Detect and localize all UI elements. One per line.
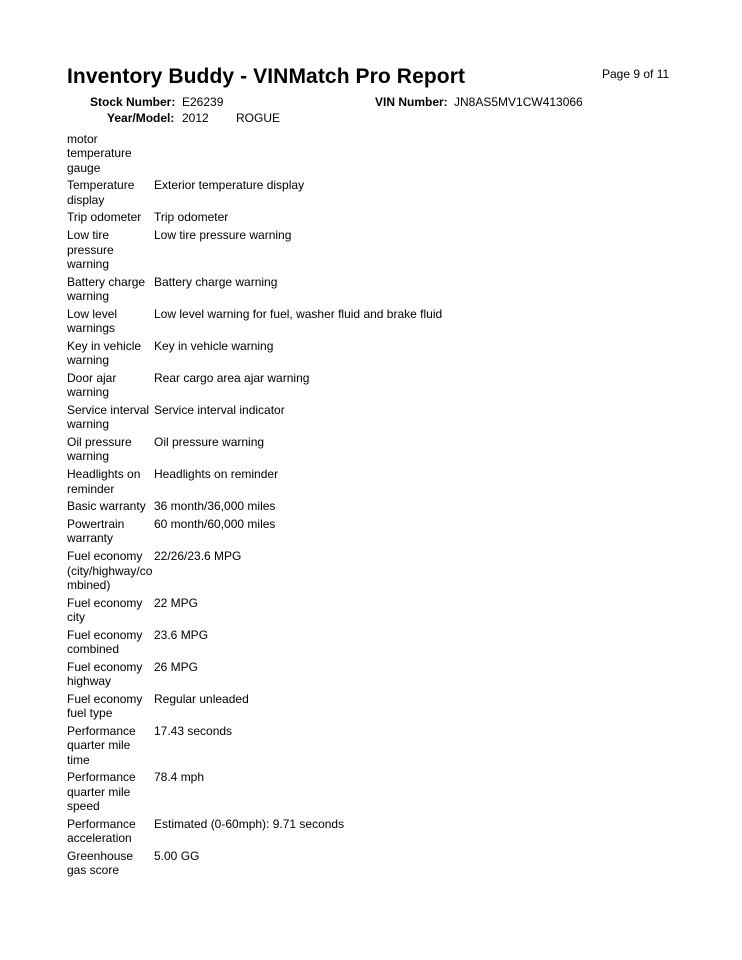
spec-name: Headlights on reminder (67, 467, 141, 496)
spec-row (67, 817, 707, 846)
spec-name: Door ajar warning (67, 370, 117, 400)
vin-number-label: VIN Number: (375, 95, 448, 109)
spec-row (67, 371, 707, 400)
vin-number-value: JN8AS5MV1CW413066 (454, 95, 583, 109)
spec-name: Oil pressure warning (67, 435, 132, 464)
spec-value: 5.00 GG (154, 848, 200, 863)
spec-name: Low tire pressure warning (67, 228, 114, 271)
spec-value: 23.6 MPG (154, 627, 209, 642)
spec-row (67, 403, 707, 432)
spec-value: 78.4 mph (154, 770, 205, 785)
spec-row (67, 549, 707, 592)
spec-value: 22/26/23.6 MPG (154, 549, 242, 564)
spec-row (67, 628, 707, 657)
spec-value: 26 MPG (154, 659, 199, 674)
spec-row (67, 724, 707, 767)
spec-value: Exterior temperature display (154, 178, 305, 193)
spec-row (67, 435, 707, 464)
spec-name: Powertrain warranty (67, 517, 125, 546)
spec-value: Rear cargo area ajar warning (154, 370, 310, 385)
spec-value: 17.43 seconds (154, 723, 233, 738)
spec-row (67, 210, 707, 224)
spec-value: Oil pressure warning (154, 435, 265, 450)
spec-name: Fuel economy highway (67, 659, 143, 689)
spec-row (67, 660, 707, 689)
spec-row (67, 517, 707, 546)
spec-value: Low level warning for fuel, washer fluid and brake fluid (154, 306, 443, 321)
spec-value: 22 MPG (154, 595, 199, 610)
spec-value: Trip odometer (154, 210, 229, 225)
spec-name: Fuel economy city (67, 595, 143, 624)
report-title: Inventory Buddy - VINMatch Pro Report (67, 65, 466, 88)
spec-value: Battery charge warning (154, 274, 278, 289)
spec-row (67, 770, 707, 813)
year-value: 2012 (182, 111, 209, 125)
page-number: Page 9 of 11 (602, 67, 670, 81)
spec-row (67, 178, 707, 207)
spec-row (67, 275, 707, 304)
spec-value: 36 month/36,000 miles (154, 499, 276, 514)
spec-name: Basic warranty (67, 499, 146, 514)
spec-row (67, 467, 707, 496)
spec-value: Estimated (0-60mph): 9.71 seconds (154, 816, 345, 831)
model-value: ROGUE (236, 111, 281, 125)
spec-name: Performance quarter mile time (67, 723, 136, 767)
spec-row (67, 596, 707, 625)
spec-name: Greenhouse gas score (67, 848, 134, 878)
year-model-label: Year/Model: (107, 111, 175, 125)
spec-name: Performance acceleration (67, 816, 136, 846)
spec-name: Fuel economy fuel type (67, 691, 143, 721)
spec-row (67, 692, 707, 721)
spec-name: Temperature display (67, 178, 135, 207)
spec-value: Low tire pressure warning (154, 228, 292, 243)
spec-name: motor temperature gauge (67, 132, 132, 175)
spec-name: Low level warnings (67, 306, 118, 336)
spec-name: Battery charge warning (67, 274, 146, 303)
spec-name: Trip odometer (67, 210, 142, 225)
spec-row (67, 132, 707, 175)
spec-row (67, 339, 707, 368)
spec-value: Key in vehicle warning (154, 338, 274, 353)
spec-row (67, 228, 707, 271)
spec-name: Service interval warning (67, 403, 150, 432)
spec-row (67, 849, 707, 878)
spec-list (67, 132, 707, 881)
spec-name: Fuel economy combined (67, 627, 143, 656)
spec-name: Fuel economy (city/highway/combined) (67, 549, 153, 592)
stock-number-label: Stock Number: (90, 95, 176, 109)
spec-row (67, 499, 707, 513)
spec-value: 60 month/60,000 miles (154, 517, 276, 532)
spec-name: Key in vehicle warning (67, 338, 142, 368)
spec-row (67, 307, 707, 336)
spec-value: Regular unleaded (154, 691, 249, 706)
stock-number-value: E26239 (182, 95, 224, 109)
spec-value: Headlights on reminder (154, 467, 279, 482)
spec-name: Performance quarter mile speed (67, 770, 136, 813)
spec-value: Service interval indicator (154, 403, 285, 418)
